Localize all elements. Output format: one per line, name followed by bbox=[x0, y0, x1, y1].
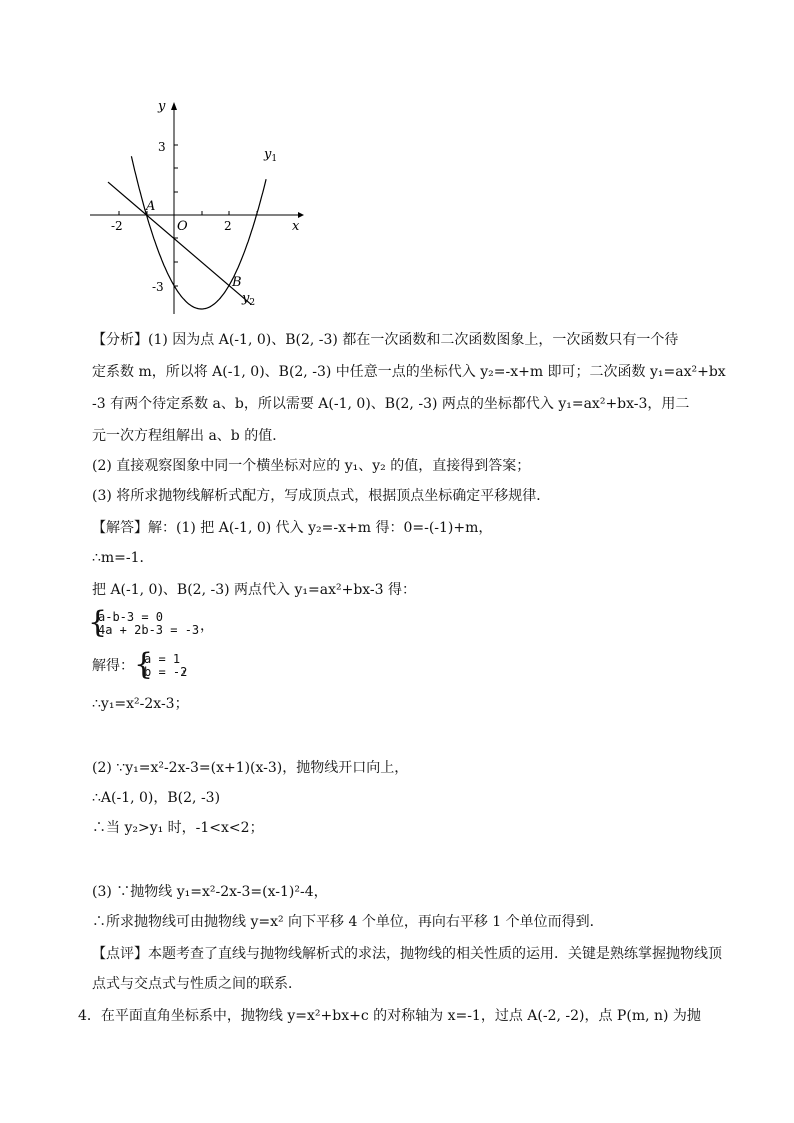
origin-label: O bbox=[177, 219, 188, 234]
system-2-eq-1: a = 1 bbox=[144, 652, 181, 666]
tick-label-x-2: 2 bbox=[224, 219, 232, 233]
system-1-eq-1: a-b-3 = 0 bbox=[98, 610, 164, 624]
curve-y1-label: $y_1$ bbox=[264, 147, 278, 164]
x-axis-label: x bbox=[292, 219, 300, 234]
curve-y2-label: $y_2$ bbox=[242, 291, 256, 308]
solution-line-3: 把 A(-1, 0)、B(2, -3) 两点代入 y₁=ax²+bx-3 得： bbox=[92, 582, 417, 598]
tick-label-y-3: 3 bbox=[158, 140, 166, 154]
analysis-line-4: 元一次方程组解出 a、b 的值． bbox=[92, 428, 287, 444]
system-2-tail: ， bbox=[182, 660, 196, 676]
point-a-label: A bbox=[146, 199, 156, 214]
solution-line-4: ∴y₁=x²-2x-3； bbox=[92, 696, 189, 712]
comment-line-1: 【点评】本题考查了直线与抛物线解析式的求法，抛物线的相关性质的运用．关键是熟练掌握抛物线顶 bbox=[92, 946, 722, 962]
tick-label-y-neg3: -3 bbox=[152, 280, 164, 294]
part3-line-1: (3) ∵抛物线 y₁=x²-2x-3=(x-1)²-4， bbox=[92, 884, 328, 900]
solution-line-1: 【解答】解：(1) 把 A(-1, 0) 代入 y₂=-x+m 得：0=-(-1)+m， bbox=[92, 520, 493, 536]
comment-line-2: 点式与交点式与性质之间的联系． bbox=[92, 976, 302, 992]
part3-line-2: ∴所求抛物线可由抛物线 y=x² 向下平移 4 个单位，再向右平移 1 个单位而得到． bbox=[92, 914, 604, 930]
part2-line-1: (2) ∵y₁=x²-2x-3=(x+1)(x-3)，抛物线开口向上， bbox=[92, 760, 409, 776]
x-axis-arrow bbox=[298, 212, 304, 218]
analysis-line-2: 定系数 m，所以将 A(-1, 0)、B(2, -3) 中任意一点的坐标代入 y₂=-x+m 即可；二次函数 y₁=ax²+bx bbox=[92, 364, 726, 380]
analysis-line-3: -3 有两个待定系数 a、b，所以需要 A(-1, 0)、B(2, -3) 两点的坐标都代入 y₁=ax²+bx-3，用二 bbox=[92, 396, 690, 412]
analysis-line-6: (3) 将所求抛物线解析式配方，写成顶点式，根据顶点坐标确定平移规律． bbox=[92, 488, 551, 504]
solution-line-2: ∴m=-1． bbox=[92, 550, 154, 566]
part2-line-3: ∴当 y₂>y₁ 时，-1<x<2； bbox=[92, 820, 264, 836]
analysis-line-5: (2) 直接观察图象中同一个横坐标对应的 y₁、y₂ 的值，直接得到答案； bbox=[92, 458, 531, 474]
y-axis-arrow bbox=[171, 102, 177, 110]
next-problem-line-1: 4．在平面直角坐标系中，抛物线 y=x²+bx+c 的对称轴为 x=-1，过点 A(-2, -2)，点 P(m, n) 为抛 bbox=[78, 1008, 701, 1024]
analysis-line-1: 【分析】(1) 因为点 A(-1, 0)、B(2, -3) 都在一次函数和二次函数图象上，一次函数只有一个待 bbox=[92, 332, 679, 348]
system-1-eq-2: 4a + 2b-3 = -3 bbox=[98, 623, 200, 637]
solve-label: 解得： bbox=[92, 658, 134, 674]
tick-label-x-neg2: -2 bbox=[111, 219, 123, 233]
system-1-tail: ， bbox=[200, 618, 214, 634]
system-2-brace: { bbox=[134, 647, 154, 682]
system-1-brace: { bbox=[88, 605, 108, 640]
point-b-label: B bbox=[232, 275, 242, 290]
y-axis-label: y bbox=[158, 99, 166, 114]
line-y2 bbox=[108, 182, 251, 304]
part2-line-2: ∴A(-1, 0)，B(2, -3) bbox=[92, 790, 221, 806]
system-2-eq-2: b = -2 bbox=[144, 665, 188, 679]
function-graph bbox=[84, 96, 306, 318]
